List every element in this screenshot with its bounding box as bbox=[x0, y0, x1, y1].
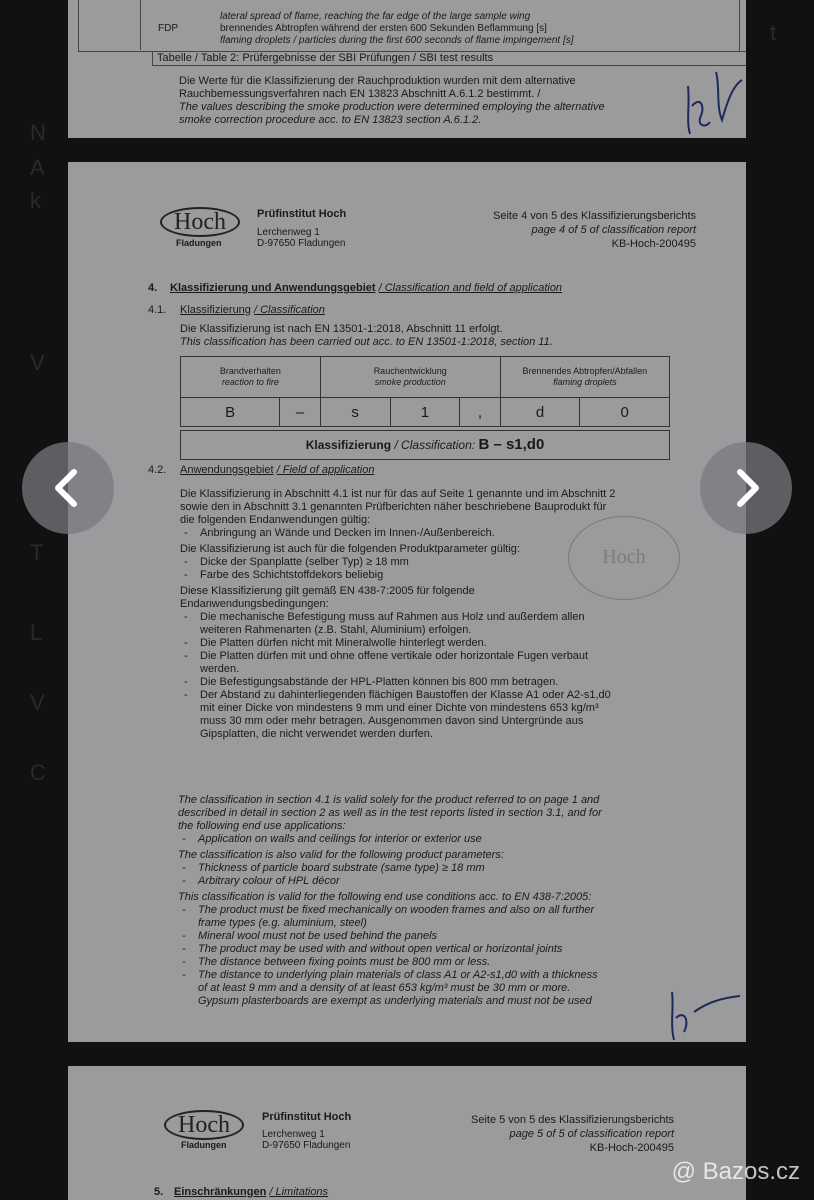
list-item: - The product may be used with and without open vertical or horizontal joints bbox=[178, 943, 678, 956]
subsection-heading bbox=[180, 464, 374, 477]
institute-city: D-97650 Fladungen bbox=[257, 238, 346, 249]
background-text: V bbox=[30, 690, 45, 715]
institute-name: Prüfinstitut Hoch bbox=[257, 208, 347, 220]
institute-street: Lerchenweg 1 bbox=[257, 227, 320, 238]
list-item: - Die Befestigungsabstände der HPL-Platten können bis 800 mm betragen. bbox=[180, 676, 680, 689]
table-cell: flaming droplets / particles during the first 600 seconds of flame impingement [s] bbox=[220, 35, 574, 46]
header-text: Brennendes Abtropfen/Abfallen bbox=[522, 366, 648, 376]
header-smoke bbox=[320, 357, 500, 398]
subsection-number: 4.2. bbox=[148, 464, 167, 476]
subsection-title: Klassifizierung bbox=[180, 304, 251, 316]
body-line: Die Klassifizierung ist auch für die folgenden Produktparameter gültig: bbox=[180, 543, 520, 555]
list-item bbox=[180, 611, 680, 637]
summary-value: B – s1,d0 bbox=[478, 436, 545, 453]
list-item: - Application on walls and ceilings for interior or exterior use bbox=[178, 833, 678, 846]
value-cell: – bbox=[280, 398, 320, 427]
body-line: described in detail in section 2 as well as in the test reports listed in section 3.1, and for bbox=[178, 807, 602, 819]
previous-image-button[interactable] bbox=[22, 442, 114, 534]
logo-caption: Fladungen bbox=[176, 238, 222, 248]
classification-table bbox=[180, 356, 670, 427]
classification-summary bbox=[180, 430, 670, 460]
body-line: This classification is valid for the following end use conditions acc. to EN 438-7:2005: bbox=[178, 891, 592, 903]
section-number: 5. bbox=[154, 1186, 164, 1198]
next-image-button[interactable] bbox=[700, 442, 792, 534]
background-text: k bbox=[30, 188, 41, 213]
bazos-watermark: @ Bazos.cz bbox=[671, 1158, 800, 1185]
section-title: Einschränkungen bbox=[174, 1186, 267, 1198]
summary-label: Klassifizierung bbox=[305, 438, 392, 452]
value-cell: d bbox=[500, 398, 580, 427]
list-line: frame types (e.g. aluminium, steel) bbox=[198, 917, 367, 929]
institute-name: Prüfinstitut Hoch bbox=[262, 1111, 352, 1123]
list-item: - The distance between fixing points must be 800 mm or less. bbox=[178, 956, 678, 969]
value-cell: 1 bbox=[390, 398, 460, 427]
subsection-title-en: / Field of application bbox=[276, 464, 375, 476]
report-id: KB-Hoch-200495 bbox=[611, 238, 696, 250]
list-line: Die Platten dürfen mit und ohne offene vertikale oder horizontale Fugen verbaut bbox=[200, 650, 589, 662]
page-indicator: Seite 5 von 5 des Klassifizierungsberichts bbox=[471, 1114, 674, 1126]
body-line: die folgenden Endanwendungen gültig: bbox=[180, 514, 371, 526]
body-line: Die Klassifizierung in Abschnitt 4.1 ist nur für das auf Seite 1 genannte und im Abschnitt 2 bbox=[180, 488, 616, 500]
background-text: T bbox=[30, 540, 44, 565]
background-text: N bbox=[30, 120, 46, 145]
background-text: t bbox=[770, 20, 777, 45]
background-text: C bbox=[30, 760, 46, 785]
header-text-en: reaction to fire bbox=[221, 377, 279, 387]
note-text: Die Werte für die Klassifizierung der Rauchproduktion wurden mit dem alternative bbox=[179, 75, 576, 87]
body-line: Endanwendungsbedingungen: bbox=[180, 598, 329, 610]
list-item: - Die Platten dürfen nicht mit Mineralwolle hinterlegt werden. bbox=[180, 637, 680, 650]
summary-label-en: / Classification: bbox=[394, 438, 476, 452]
chevron-right-icon bbox=[726, 468, 766, 508]
header-text-en: smoke production bbox=[374, 377, 446, 387]
header-droplets bbox=[500, 357, 669, 398]
note-text: smoke correction procedure acc. to EN 13823 section A.6.1.2. bbox=[179, 114, 482, 126]
report-id: KB-Hoch-200495 bbox=[589, 1142, 674, 1154]
page-indicator-en: page 5 of 5 of classification report bbox=[509, 1128, 674, 1140]
background-text: A bbox=[30, 155, 45, 180]
subsection-number: 4.1. bbox=[148, 304, 167, 316]
hoch-logo: Hoch bbox=[164, 1110, 244, 1140]
list-line: Die mechanische Befestigung muss auf Rahmen aus Holz und außerdem allen bbox=[200, 611, 585, 623]
document-page-5-fragment bbox=[68, 1066, 746, 1200]
list-line: of at least 9 mm and a density of at least 653 kg/m³ must be 30 mm or more. bbox=[198, 982, 571, 994]
table-caption: Tabelle / Table 2: Prüfergebnisse der SBI Prüfungen / SBI test results bbox=[152, 51, 746, 66]
fdp-label: FDP bbox=[158, 23, 178, 34]
value-cell: B bbox=[181, 398, 280, 427]
background-text: L bbox=[30, 620, 43, 645]
header-reaction-to-fire bbox=[181, 357, 321, 398]
list-line: Der Abstand zu dahinterliegenden flächigen Baustoffen der Klasse A1 oder A2-s1,d0 bbox=[200, 689, 611, 701]
body-text-en: This classification has been carried out acc. to EN 13501-1:2018, section 11. bbox=[180, 336, 553, 348]
list-line: The product must be fixed mechanically on wooden frames and also on all further bbox=[198, 904, 595, 916]
subsection-heading bbox=[180, 304, 325, 317]
section-number: 4. bbox=[148, 282, 158, 294]
chevron-left-icon bbox=[48, 468, 88, 508]
note-text: The values describing the smoke production were determined employing the alternative bbox=[179, 101, 605, 113]
list-item bbox=[178, 904, 678, 930]
institute-city: D-97650 Fladungen bbox=[262, 1140, 351, 1151]
note-text: Rauchbemessungsverfahren nach EN 13823 Abschnitt A.6.1.2 bestimmt. / bbox=[179, 88, 541, 100]
background-text: V bbox=[30, 350, 45, 375]
header-text: Rauchentwicklung bbox=[373, 366, 447, 376]
signature-icon bbox=[676, 66, 746, 138]
header-text-en: flaming droplets bbox=[553, 377, 617, 387]
body-line: Diese Klassifizierung gilt gemäß EN 438-7:2005 für folgende bbox=[180, 585, 475, 597]
section-title-en: / Limitations bbox=[269, 1186, 329, 1198]
institute-street: Lerchenweg 1 bbox=[262, 1129, 325, 1140]
section-title: Klassifizierung und Anwendungsgebiet bbox=[170, 282, 376, 294]
table-divider bbox=[140, 0, 141, 50]
official-stamp: Hoch bbox=[568, 516, 680, 600]
signature-icon bbox=[664, 988, 744, 1042]
english-text-block bbox=[178, 794, 678, 1008]
page-indicator-en: page 4 of 5 of classification report bbox=[531, 224, 696, 236]
list-line: The distance to underlying plain materials of class A1 or A2-s1,d0 with a thickness bbox=[198, 969, 598, 981]
list-line: mit einer Dicke von mindestens 9 mm und einer Dichte von mindestens 653 kg/m³ bbox=[200, 702, 599, 714]
list-line: Gypsum plasterboards are exempt as underlying materials and must not be used bbox=[198, 995, 592, 1007]
list-item: - Dicke der Spanplatte (selber Typ) ≥ 18 mm bbox=[180, 556, 680, 569]
list-item: - Thickness of particle board substrate (same type) ≥ 18 mm bbox=[178, 862, 678, 875]
body-line: The classification is also valid for the following product parameters: bbox=[178, 849, 504, 861]
section-title-en: / Classification and field of application bbox=[378, 282, 563, 294]
body-line: the following end use applications: bbox=[178, 820, 346, 832]
table-cell: lateral spread of flame, reaching the far edge of the large sample wing bbox=[220, 11, 531, 22]
list-item bbox=[178, 969, 678, 1008]
value-cell: s bbox=[320, 398, 390, 427]
list-item: - Farbe des Schichtstoffdekors beliebig bbox=[180, 569, 680, 582]
list-item bbox=[180, 689, 680, 741]
body-line: sowie den in Abschnitt 3.1 genannten Prüfberichten näher beschriebene Bauprodukt für bbox=[180, 501, 607, 513]
value-cell: 0 bbox=[580, 398, 670, 427]
header-text: Brandverhalten bbox=[219, 366, 281, 376]
list-line: muss 30 mm oder mehr betragen. Ausgenommen davon sind Untergründe aus bbox=[200, 715, 584, 727]
body-text: Die Klassifizierung ist nach EN 13501-1:2018, Abschnitt 11 erfolgt. bbox=[180, 323, 503, 335]
list-item: - Mineral wool must not be used behind the panels bbox=[178, 930, 678, 943]
table-cell: brennendes Abtropfen während der ersten 600 Sekunden Beflammung [s] bbox=[220, 23, 547, 34]
subsection-title: Anwendungsgebiet bbox=[180, 464, 274, 476]
list-item: - Arbitrary colour of HPL décor bbox=[178, 875, 678, 888]
hoch-logo: Hoch bbox=[160, 207, 240, 237]
list-line: weiteren Rahmenarten (z.B. Stahl, Aluminium) erfolgen. bbox=[200, 624, 472, 636]
body-line: The classification in section 4.1 is valid solely for the product referred to on page 1 and bbox=[178, 794, 600, 806]
list-line: Gipsplatten, die nicht verwendet werden durfen. bbox=[200, 728, 433, 740]
value-cell: , bbox=[460, 398, 500, 427]
list-item: - Anbringung an Wände und Decken im Innen-/Außenbereich. bbox=[180, 527, 680, 540]
document-page-3-fragment bbox=[68, 0, 746, 138]
document-page-4 bbox=[68, 162, 746, 1042]
section-heading bbox=[174, 1186, 328, 1199]
page-indicator: Seite 4 von 5 des Klassifizierungsberichts bbox=[493, 210, 696, 222]
section-heading bbox=[170, 282, 562, 295]
subsection-title-en: / Classification bbox=[253, 304, 325, 316]
list-item bbox=[180, 650, 680, 676]
list-line: werden. bbox=[200, 663, 240, 675]
logo-caption: Fladungen bbox=[181, 1140, 227, 1150]
